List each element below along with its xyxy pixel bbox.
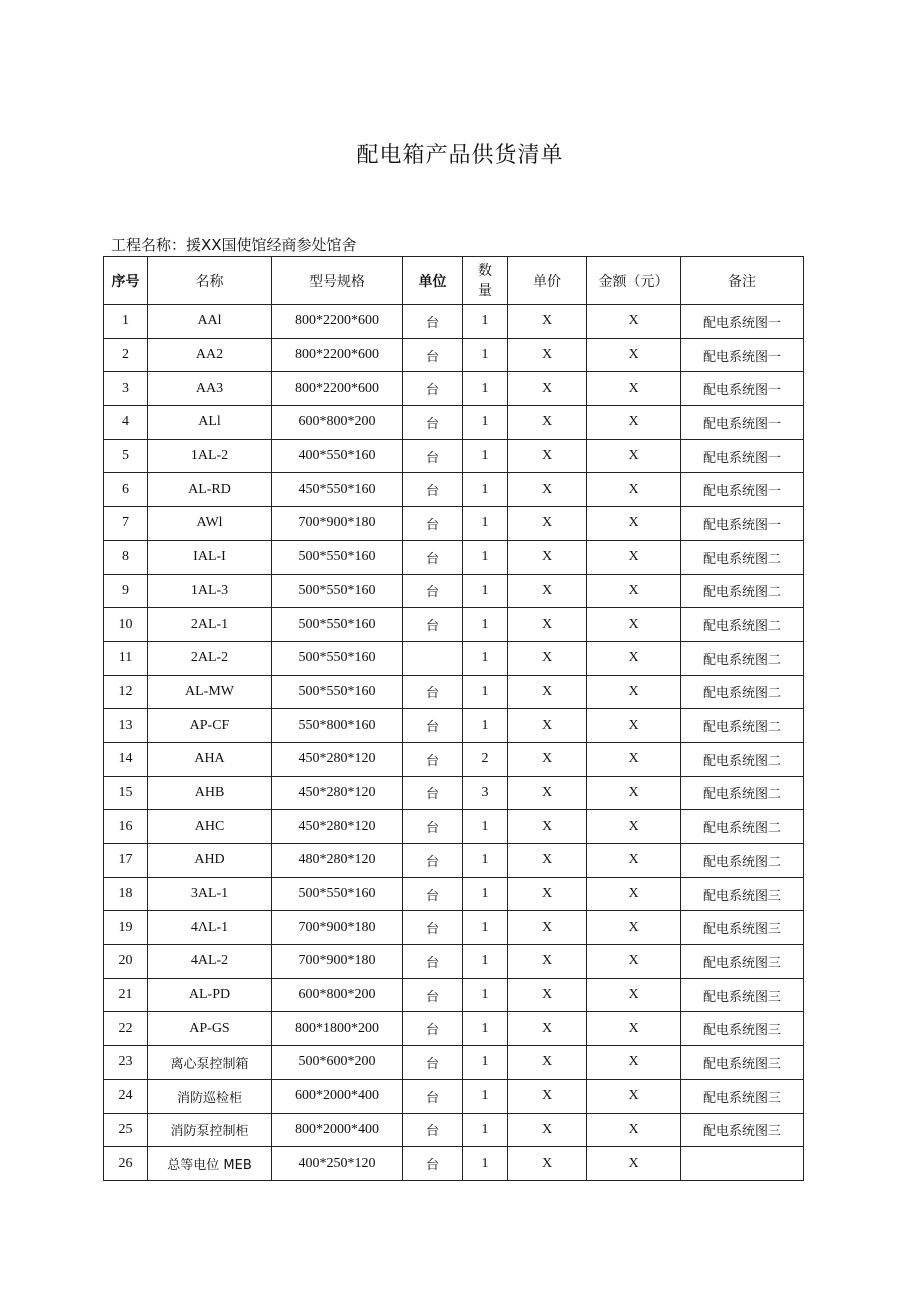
cell-no: 26: [104, 1147, 148, 1181]
cell-amount: X: [587, 742, 681, 776]
cell-model: 800*2200*600: [272, 305, 403, 339]
cell-no: 19: [104, 911, 148, 945]
cell-qty: 3: [463, 776, 508, 810]
cell-name: 4AL-2: [148, 945, 272, 979]
cell-qty: 1: [463, 1147, 508, 1181]
header-qty-line1: 数: [478, 262, 492, 279]
cell-no: 1: [104, 305, 148, 339]
cell-no: 10: [104, 608, 148, 642]
cell-amount: X: [587, 305, 681, 339]
cell-remark: 配电系统图一: [681, 372, 804, 406]
cell-no: 12: [104, 675, 148, 709]
cell-amount: X: [587, 1079, 681, 1113]
cell-model: 400*550*160: [272, 439, 403, 473]
cell-qty: 1: [463, 305, 508, 339]
cell-price: X: [508, 742, 587, 776]
cell-remark: 配电系统图二: [681, 675, 804, 709]
table-row: [104, 439, 804, 473]
cell-amount: X: [587, 641, 681, 675]
table-row: [104, 945, 804, 979]
cell-no: 9: [104, 574, 148, 608]
cell-amount: X: [587, 1012, 681, 1046]
cell-no: 4: [104, 406, 148, 440]
cell-qty: 1: [463, 1079, 508, 1113]
cell-no: 22: [104, 1012, 148, 1046]
cell-model: 550*800*160: [272, 709, 403, 743]
cell-unit: 台: [403, 1079, 463, 1113]
cell-qty: 1: [463, 1113, 508, 1147]
table-row: [104, 1113, 804, 1147]
cell-price: X: [508, 776, 587, 810]
cell-remark: 配电系统图一: [681, 338, 804, 372]
cell-unit: 台: [403, 945, 463, 979]
header-qty-line2: 量: [478, 282, 492, 299]
cell-remark: 配电系统图二: [681, 608, 804, 642]
cell-name: 1AL-2: [148, 439, 272, 473]
cell-qty: 1: [463, 978, 508, 1012]
cell-price: X: [508, 439, 587, 473]
cell-name: AHA: [148, 742, 272, 776]
cell-amount: X: [587, 675, 681, 709]
cell-name: AP-GS: [148, 1012, 272, 1046]
project-name: 工程名称：援XX国使馆经商参处馆舍: [111, 236, 357, 254]
cell-remark: 配电系统图三: [681, 945, 804, 979]
cell-amount: X: [587, 338, 681, 372]
cell-model: 500*550*160: [272, 608, 403, 642]
cell-unit: 台: [403, 978, 463, 1012]
cell-model: 500*550*160: [272, 641, 403, 675]
cell-name: 2AL-1: [148, 608, 272, 642]
cell-amount: X: [587, 1046, 681, 1080]
cell-no: 16: [104, 810, 148, 844]
cell-no: 3: [104, 372, 148, 406]
cell-no: 7: [104, 507, 148, 541]
cell-unit: 台: [403, 406, 463, 440]
table-row: [104, 305, 804, 339]
cell-price: X: [508, 406, 587, 440]
cell-no: 24: [104, 1079, 148, 1113]
cell-unit: 台: [403, 776, 463, 810]
cell-unit: 台: [403, 574, 463, 608]
page-title: 配电箱产品供货清单: [356, 143, 564, 168]
cell-model: 800*2200*600: [272, 338, 403, 372]
cell-unit: 台: [403, 810, 463, 844]
cell-no: 6: [104, 473, 148, 507]
cell-price: X: [508, 978, 587, 1012]
cell-name: AL-MW: [148, 675, 272, 709]
cell-price: X: [508, 305, 587, 339]
cell-no: 25: [104, 1113, 148, 1147]
cell-name: 消防巡检柜: [148, 1079, 272, 1113]
cell-unit: 台: [403, 675, 463, 709]
table-row: [104, 709, 804, 743]
header-remark: 备注: [681, 257, 804, 305]
cell-remark: 配电系统图三: [681, 1012, 804, 1046]
cell-qty: 1: [463, 844, 508, 878]
cell-qty: 1: [463, 574, 508, 608]
cell-amount: X: [587, 810, 681, 844]
cell-remark: [681, 1147, 804, 1181]
table-row: [104, 641, 804, 675]
cell-no: 23: [104, 1046, 148, 1080]
cell-amount: X: [587, 844, 681, 878]
cell-name: AA2: [148, 338, 272, 372]
cell-name: AP-CF: [148, 709, 272, 743]
cell-price: X: [508, 945, 587, 979]
cell-name: 4ΛL-1: [148, 911, 272, 945]
cell-qty: 1: [463, 675, 508, 709]
table-row: [104, 877, 804, 911]
cell-qty: 1: [463, 1046, 508, 1080]
cell-unit: 台: [403, 911, 463, 945]
cell-model: 700*900*180: [272, 911, 403, 945]
table-row: [104, 675, 804, 709]
cell-remark: 配电系统图三: [681, 1113, 804, 1147]
cell-price: X: [508, 507, 587, 541]
cell-name: AWl: [148, 507, 272, 541]
cell-price: X: [508, 1012, 587, 1046]
cell-price: X: [508, 1079, 587, 1113]
cell-model: 600*800*200: [272, 978, 403, 1012]
table-header-row: [104, 257, 804, 305]
cell-no: 20: [104, 945, 148, 979]
cell-unit: 台: [403, 608, 463, 642]
cell-unit: 台: [403, 372, 463, 406]
cell-unit: 台: [403, 709, 463, 743]
cell-remark: 配电系统图三: [681, 911, 804, 945]
cell-remark: 配电系统图一: [681, 439, 804, 473]
table-row: [104, 844, 804, 878]
cell-price: X: [508, 641, 587, 675]
cell-price: X: [508, 709, 587, 743]
cell-amount: X: [587, 1147, 681, 1181]
cell-no: 17: [104, 844, 148, 878]
cell-name: 3AL-1: [148, 877, 272, 911]
header-seq: 序号: [104, 257, 148, 305]
table-row: [104, 338, 804, 372]
cell-amount: X: [587, 1113, 681, 1147]
cell-remark: 配电系统图二: [681, 844, 804, 878]
cell-model: 450*550*160: [272, 473, 403, 507]
table-row: [104, 406, 804, 440]
cell-price: X: [508, 844, 587, 878]
cell-price: X: [508, 1147, 587, 1181]
cell-model: 450*280*120: [272, 810, 403, 844]
table-row: [104, 1012, 804, 1046]
cell-model: 450*280*120: [272, 742, 403, 776]
cell-model: 500*600*200: [272, 1046, 403, 1080]
cell-qty: 1: [463, 810, 508, 844]
table-row: [104, 742, 804, 776]
cell-unit: 台: [403, 844, 463, 878]
cell-amount: X: [587, 709, 681, 743]
cell-model: 500*550*160: [272, 877, 403, 911]
cell-remark: 配电系统图一: [681, 406, 804, 440]
table-row: [104, 1046, 804, 1080]
table-row: [104, 978, 804, 1012]
supply-list-table: [103, 256, 804, 1181]
cell-amount: X: [587, 776, 681, 810]
cell-model: 450*280*120: [272, 776, 403, 810]
table-row: [104, 574, 804, 608]
header-unit: 单位: [403, 257, 463, 305]
cell-unit: 台: [403, 1147, 463, 1181]
table-row: [104, 810, 804, 844]
cell-amount: X: [587, 406, 681, 440]
cell-name: AL-PD: [148, 978, 272, 1012]
cell-amount: X: [587, 978, 681, 1012]
cell-no: 13: [104, 709, 148, 743]
cell-price: X: [508, 810, 587, 844]
cell-model: 480*280*120: [272, 844, 403, 878]
cell-unit: 台: [403, 473, 463, 507]
header-amount: 金额（元）: [587, 257, 681, 305]
cell-unit: 台: [403, 742, 463, 776]
cell-qty: 1: [463, 439, 508, 473]
cell-remark: 配电系统图二: [681, 540, 804, 574]
cell-model: 500*550*160: [272, 574, 403, 608]
cell-price: X: [508, 1113, 587, 1147]
cell-amount: X: [587, 473, 681, 507]
cell-amount: X: [587, 945, 681, 979]
cell-model: 700*900*180: [272, 507, 403, 541]
cell-name: AHD: [148, 844, 272, 878]
cell-amount: X: [587, 439, 681, 473]
cell-qty: 1: [463, 608, 508, 642]
cell-price: X: [508, 1046, 587, 1080]
cell-unit: 台: [403, 540, 463, 574]
header-model: 型号规格: [272, 257, 403, 305]
cell-amount: X: [587, 372, 681, 406]
header-qty: [463, 257, 508, 305]
table-row: [104, 1079, 804, 1113]
cell-model: 800*2200*600: [272, 372, 403, 406]
cell-model: 600*800*200: [272, 406, 403, 440]
cell-unit: 台: [403, 1113, 463, 1147]
cell-no: 8: [104, 540, 148, 574]
cell-no: 21: [104, 978, 148, 1012]
cell-model: 700*900*180: [272, 945, 403, 979]
cell-remark: 配电系统图三: [681, 1046, 804, 1080]
cell-qty: 1: [463, 406, 508, 440]
cell-name: 离心泵控制箱: [148, 1046, 272, 1080]
header-name: 名称: [148, 257, 272, 305]
cell-unit: 台: [403, 1012, 463, 1046]
cell-price: X: [508, 911, 587, 945]
cell-remark: 配电系统图二: [681, 776, 804, 810]
cell-qty: 1: [463, 507, 508, 541]
cell-remark: 配电系统图一: [681, 507, 804, 541]
table-row: [104, 911, 804, 945]
cell-price: X: [508, 574, 587, 608]
cell-remark: 配电系统图二: [681, 742, 804, 776]
cell-remark: 配电系统图三: [681, 978, 804, 1012]
cell-no: 11: [104, 641, 148, 675]
cell-no: 15: [104, 776, 148, 810]
table-row: [104, 776, 804, 810]
cell-remark: 配电系统图一: [681, 473, 804, 507]
cell-qty: 2: [463, 742, 508, 776]
cell-remark: 配电系统图二: [681, 574, 804, 608]
table-row: [104, 473, 804, 507]
cell-remark: 配电系统图二: [681, 810, 804, 844]
cell-qty: 1: [463, 338, 508, 372]
cell-amount: X: [587, 911, 681, 945]
cell-unit: 台: [403, 439, 463, 473]
cell-remark: 配电系统图二: [681, 641, 804, 675]
cell-model: 400*250*120: [272, 1147, 403, 1181]
cell-qty: 1: [463, 372, 508, 406]
cell-unit: 台: [403, 338, 463, 372]
cell-name: ALl: [148, 406, 272, 440]
cell-name: AHC: [148, 810, 272, 844]
cell-unit: 台: [403, 1046, 463, 1080]
cell-no: 2: [104, 338, 148, 372]
cell-remark: 配电系统图二: [681, 709, 804, 743]
cell-name: AHB: [148, 776, 272, 810]
cell-price: X: [508, 338, 587, 372]
cell-qty: 1: [463, 877, 508, 911]
cell-price: X: [508, 675, 587, 709]
cell-model: 800*2000*400: [272, 1113, 403, 1147]
table-row: [104, 608, 804, 642]
cell-no: 14: [104, 742, 148, 776]
header-price: 单价: [508, 257, 587, 305]
cell-qty: 1: [463, 911, 508, 945]
cell-price: X: [508, 540, 587, 574]
table-row: [104, 540, 804, 574]
cell-unit: 台: [403, 877, 463, 911]
cell-no: 18: [104, 877, 148, 911]
table-row: [104, 372, 804, 406]
cell-name: AA3: [148, 372, 272, 406]
cell-qty: 1: [463, 1012, 508, 1046]
cell-model: 500*550*160: [272, 540, 403, 574]
table-row: [104, 1147, 804, 1181]
cell-amount: X: [587, 540, 681, 574]
cell-remark: 配电系统图三: [681, 877, 804, 911]
cell-name: AAl: [148, 305, 272, 339]
table-row: [104, 507, 804, 541]
cell-amount: X: [587, 574, 681, 608]
cell-unit: [403, 641, 463, 675]
cell-remark: 配电系统图三: [681, 1079, 804, 1113]
cell-qty: 1: [463, 540, 508, 574]
cell-amount: X: [587, 877, 681, 911]
cell-no: 5: [104, 439, 148, 473]
cell-model: 500*550*160: [272, 675, 403, 709]
cell-amount: X: [587, 608, 681, 642]
cell-unit: 台: [403, 507, 463, 541]
cell-model: 800*1800*200: [272, 1012, 403, 1046]
cell-unit: 台: [403, 305, 463, 339]
cell-price: X: [508, 608, 587, 642]
cell-name: AL-RD: [148, 473, 272, 507]
cell-qty: 1: [463, 709, 508, 743]
cell-name: IAL-I: [148, 540, 272, 574]
cell-name: 总等电位 MEB: [148, 1147, 272, 1181]
cell-price: X: [508, 473, 587, 507]
cell-amount: X: [587, 507, 681, 541]
cell-price: X: [508, 877, 587, 911]
cell-model: 600*2000*400: [272, 1079, 403, 1113]
cell-price: X: [508, 372, 587, 406]
cell-remark: 配电系统图一: [681, 305, 804, 339]
cell-qty: 1: [463, 641, 508, 675]
cell-name: 1AL-3: [148, 574, 272, 608]
cell-qty: 1: [463, 473, 508, 507]
cell-qty: 1: [463, 945, 508, 979]
cell-name: 2AL-2: [148, 641, 272, 675]
cell-name: 消防泵控制柜: [148, 1113, 272, 1147]
